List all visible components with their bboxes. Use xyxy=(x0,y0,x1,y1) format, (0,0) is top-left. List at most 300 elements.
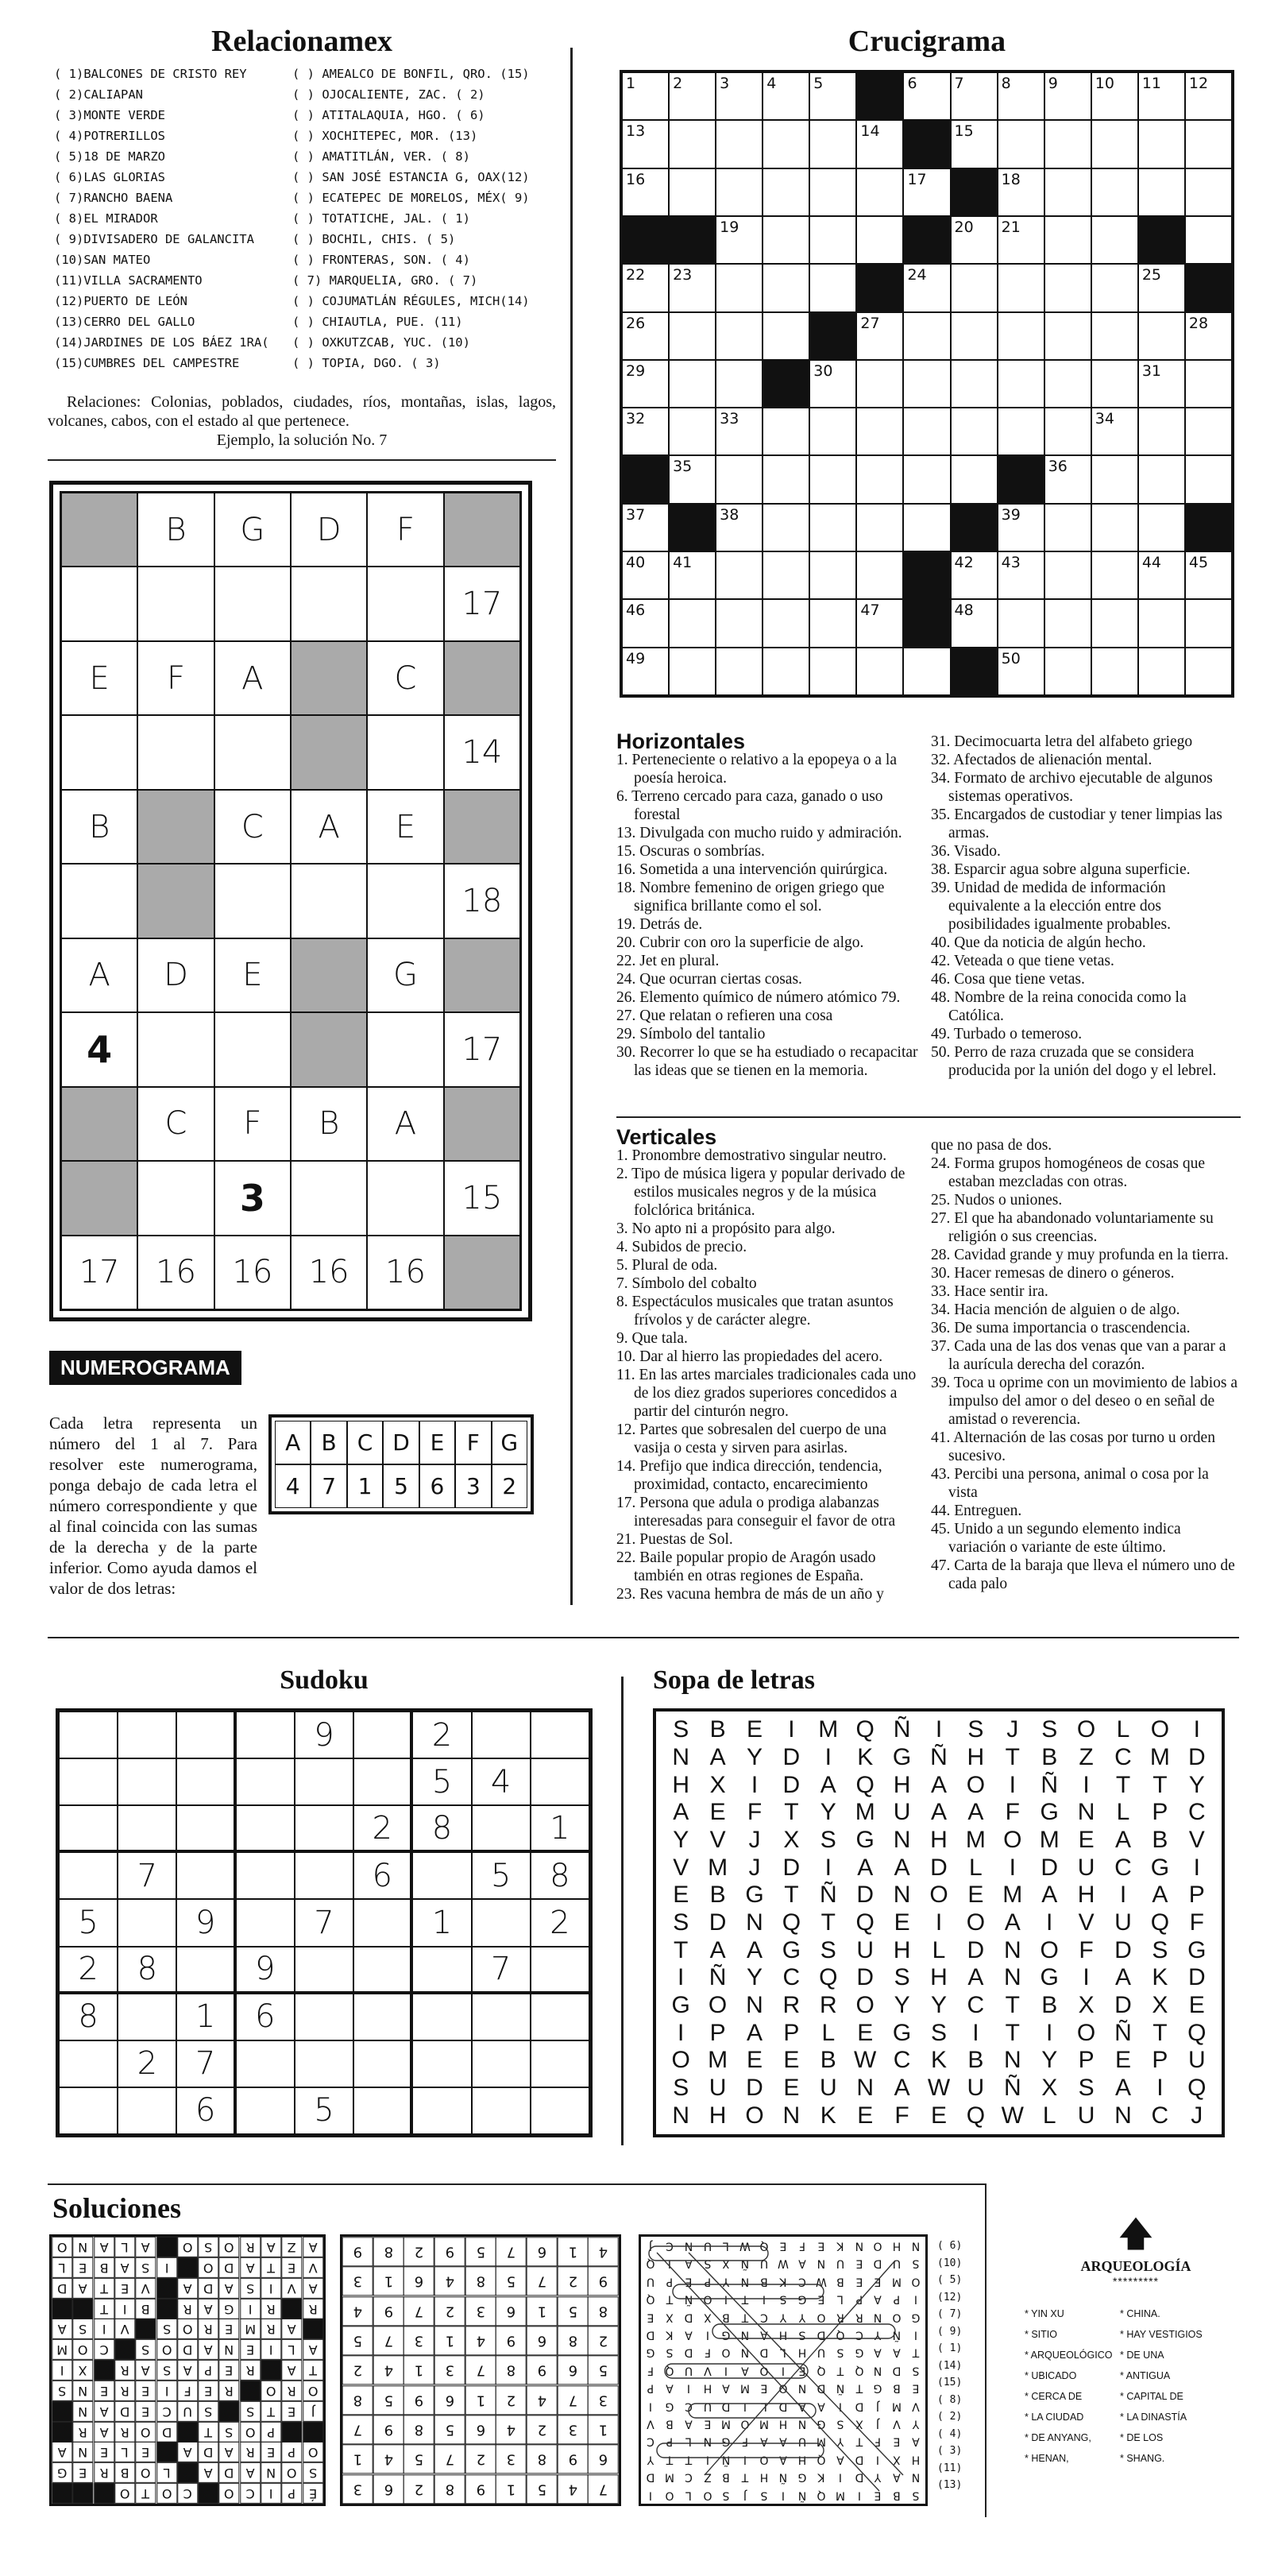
sudoku-cell: 5 xyxy=(412,1758,471,1805)
crucigrama-solucion-cell: V xyxy=(114,2319,135,2339)
divider xyxy=(48,459,556,461)
sopa-solucion-letter: Y xyxy=(836,2435,844,2448)
crucigrama-solucion-cell: I xyxy=(240,2299,261,2319)
sopa-solucion-letter: G xyxy=(911,2310,921,2323)
sopa-letter: I xyxy=(1083,1964,1090,1991)
sopa-solucion-letter: Ñ xyxy=(722,2453,731,2466)
arqueologia-title: ARQUEOLOGÍA xyxy=(1080,2258,1191,2274)
crucigrama-solucion-cell: A xyxy=(72,2278,93,2299)
crucigrama-cell xyxy=(1044,168,1091,216)
sopa-solucion-letter: N xyxy=(741,2328,750,2342)
sopa-letter: O xyxy=(708,1991,728,2018)
sopa-solucion-letter: A xyxy=(779,2435,787,2448)
crucigrama-solucion-cell: O xyxy=(156,2339,177,2360)
numerograma-cell: 17 xyxy=(444,567,520,640)
sopa-letter: I xyxy=(1193,1716,1200,1743)
sopa-letter: V xyxy=(1188,1826,1205,1853)
sopa-letter: N xyxy=(1003,1936,1021,1963)
sopa-solucion-letter: D xyxy=(684,2310,693,2323)
crucigrama-solucion-cell xyxy=(72,2299,93,2319)
sopa-letter: Q xyxy=(819,1964,838,1991)
crucigrama-cell xyxy=(903,264,950,311)
sudoku-cell: 2 xyxy=(412,1712,471,1758)
clue: 39. Unidad de medida de información equivalente a la elección entre dos posibilidades igualmente probables. xyxy=(931,880,1171,933)
sopa-solucion-letter: S xyxy=(836,2346,844,2359)
clue: 12. Partes que sobresalen del cuerpo de una vasija o cesta y sirven para asirlas. xyxy=(616,1421,887,1456)
sudoku-cell xyxy=(531,1994,589,2040)
crucigrama-cell xyxy=(716,455,763,503)
crucigrama-cell xyxy=(856,360,903,408)
sopa-letter: E xyxy=(857,2102,874,2129)
crucigrama-number: 12 xyxy=(1188,75,1209,92)
sopa-solucion-letter: I xyxy=(648,2399,652,2412)
sopa-letter: G xyxy=(1187,1936,1207,1963)
sopa-solucion-letter: O xyxy=(759,2364,769,2377)
relacionamex-place: ( 8)EL MIRADOR xyxy=(54,211,158,226)
crucigrama-number: 10 xyxy=(1095,75,1114,92)
crucigrama-solucion-cell: V xyxy=(303,2257,323,2278)
sudoku-cell xyxy=(236,2040,295,2087)
sopa-solucion-letter: C xyxy=(760,2310,769,2323)
crucigrama-cell xyxy=(1091,264,1138,311)
sudoku-solucion-cell: 2 xyxy=(403,2237,434,2266)
sopa-letter: D xyxy=(930,1854,948,1881)
sopa-solucion-letter: T xyxy=(685,2453,692,2466)
crucigrama-solucion-cell: L xyxy=(156,2462,177,2483)
sopa-solucion-letter: N xyxy=(703,2435,712,2448)
crucigrama-number: 20 xyxy=(954,218,974,236)
sopa-solucion-letter: N xyxy=(911,2470,921,2484)
sopa-solucion-letter: D xyxy=(778,2399,788,2412)
sopa-letter: U xyxy=(1114,1909,1132,1936)
sopa-solucion-letter: C xyxy=(797,2275,806,2288)
crucigrama-cell xyxy=(622,168,669,216)
clue: 41. Alternación de las cosas por turno u orden sucesivo. xyxy=(931,1429,1215,1464)
sopa-solucion-letter: N xyxy=(855,2239,863,2253)
sopa-solucion-letter: C xyxy=(684,2399,693,2412)
crucigrama-solucion-cell: L xyxy=(114,2442,135,2462)
numerograma-key-letter: G xyxy=(492,1421,527,1464)
clue: 3. No apto ni a propósito para algo. xyxy=(616,1220,836,1237)
sopa-letter: S xyxy=(673,1909,689,1936)
crucigrama-cell xyxy=(951,312,998,360)
relacionamex-row xyxy=(54,105,531,126)
crucigrama-cell xyxy=(951,648,998,695)
sopa-solucion-letter: T xyxy=(855,2381,863,2395)
sopa-letter: Q xyxy=(782,1909,801,1936)
numerograma-cell: B xyxy=(61,790,137,864)
numerograma-cell xyxy=(291,938,367,1012)
sopa-letter: E xyxy=(1188,1991,1205,2018)
sopa-letter: I xyxy=(1009,1854,1016,1881)
sudoku-cell xyxy=(531,2040,589,2087)
numerograma-key-letter: E xyxy=(419,1421,455,1464)
sopa-letter: O xyxy=(671,2047,690,2074)
relacionamex-place: ( 5)18 DE MARZO xyxy=(54,149,165,164)
numerograma-cell: D xyxy=(291,493,367,567)
sopa-solucion-letter: I xyxy=(876,2453,880,2466)
sopa-letter: F xyxy=(1079,1936,1094,1963)
sopa-letter: D xyxy=(856,1882,875,1909)
sudoku-solucion-cell: 4 xyxy=(465,2326,496,2355)
sopa-solucion-letter: P xyxy=(647,2381,654,2395)
arqueologia-item: * SHANG. xyxy=(1120,2453,1165,2464)
numerograma-key-letter: D xyxy=(383,1421,419,1464)
crucigrama-solucion-cell: A xyxy=(218,2442,239,2462)
sopa-letter: S xyxy=(820,1826,836,1853)
sudoku-cell: 6 xyxy=(176,2087,235,2134)
sopa-solucion-letter: A xyxy=(817,2399,825,2412)
relacionamex-place: (15)CUMBRES DEL CAMPESTRE xyxy=(54,356,240,370)
sudoku-solucion-cell: 4 xyxy=(558,2474,589,2504)
sopa-letter: J xyxy=(748,1826,761,1853)
clue: 7. Símbolo del cobalto xyxy=(616,1275,757,1292)
sopa-solucion-letter: I xyxy=(914,2292,918,2306)
sudoku-cell xyxy=(118,1758,176,1805)
clue: 13. Divulgada con mucho ruido y admiración. xyxy=(616,825,902,841)
sopa-letter: Ñ xyxy=(1041,1771,1059,1798)
crucigrama-solucion-cell: I xyxy=(156,2381,177,2401)
relacionamex-state: ( ) OJOCALIENTE, ZAC. ( 2) xyxy=(292,87,485,102)
sudoku-cell xyxy=(59,1852,118,1899)
crucigrama-solucion-cell: C xyxy=(177,2483,198,2504)
clue: 11. En las artes marciales tradicionales cada uno de los diez grados superiores concedidos a partir del cinturón negro. xyxy=(616,1367,917,1420)
sopa-letter: W xyxy=(927,2074,951,2101)
crucigrama-cell xyxy=(716,648,763,695)
relacionamex-note xyxy=(48,393,556,450)
sudoku-solucion-cell: 9 xyxy=(342,2237,373,2266)
crucigrama-solucion-cell xyxy=(177,2422,198,2443)
sopa-letter: C xyxy=(1114,1854,1132,1881)
crucigrama-cell xyxy=(1138,120,1185,168)
sopa-solucion-letter: G xyxy=(721,2328,731,2342)
crucigrama-cell xyxy=(951,264,998,311)
sopa-letter: G xyxy=(892,1743,912,1770)
crucigrama-solucion-cell: E xyxy=(281,2401,302,2422)
crucigrama-solucion-cell: R xyxy=(303,2299,323,2319)
sopa-solucion-letter: X xyxy=(666,2310,674,2323)
arqueologia-item: * LA CIUDAD xyxy=(1025,2412,1084,2423)
clue: 47. Carta de la baraja que lleva el número uno de cada palo xyxy=(931,1557,1235,1592)
sopa-solucion-letter: M xyxy=(664,2470,674,2484)
sopa-letter: Y xyxy=(894,1991,910,2018)
sopa-letter: T xyxy=(674,1936,689,1963)
relacionamex-state: ( ) ATITALAQUIA, HGO. ( 6) xyxy=(292,108,485,122)
crucigrama-cell xyxy=(669,216,716,264)
sudoku-solucion-cell: 9 xyxy=(527,2355,558,2385)
relacionamex-place: (12)PUERTO DE LEÓN xyxy=(54,294,187,308)
sopa-solucion-letter: G xyxy=(817,2417,826,2431)
relacionamex-table xyxy=(54,64,531,373)
crucigrama-solucion-cell xyxy=(156,2299,177,2319)
crucigrama-cell xyxy=(998,551,1044,599)
crucigrama-cell xyxy=(669,504,716,551)
sopa-letter: E xyxy=(1114,2047,1131,2074)
crucigrama-solucion-cell: S xyxy=(198,2401,218,2422)
sudoku-cell xyxy=(472,2040,531,2087)
crucigrama-solucion-cell: P xyxy=(198,2360,218,2381)
sopa-letter: M xyxy=(708,2047,728,2074)
crucigrama-cell xyxy=(1138,312,1185,360)
relacionamex-place: ( 7)RANCHO BAENA xyxy=(54,191,173,205)
numerograma-cell: A xyxy=(367,1087,443,1161)
crucigrama-cell xyxy=(903,312,950,360)
sopa-solucion-number: ( 4) xyxy=(937,2427,963,2440)
sudoku-solucion-cell: 8 xyxy=(527,2444,558,2474)
crucigrama-solucion-cell: I xyxy=(94,2319,114,2339)
sopa-solucion-letter: O xyxy=(759,2453,769,2466)
crucigrama-cell xyxy=(763,648,809,695)
sopa-letter: N xyxy=(782,2102,801,2129)
sudoku-solucion-cell: 4 xyxy=(434,2266,465,2296)
clue: 27. Que relatan o refieren una cosa xyxy=(616,1008,833,1024)
crucigrama-cell xyxy=(763,168,809,216)
numerograma-cell: 15 xyxy=(444,1161,520,1235)
crucigrama-solucion-cell: A xyxy=(177,2360,198,2381)
numerograma-cell xyxy=(367,715,443,789)
sopa-letter: I xyxy=(935,1716,943,1743)
sopa-letter: A xyxy=(746,2019,763,2046)
numerograma-cell xyxy=(291,567,367,640)
crucigrama-solucion-cell: E xyxy=(72,2462,93,2483)
crucigrama-number: 48 xyxy=(954,601,974,620)
sopa-solucion-number: ( 9) xyxy=(937,2325,963,2338)
sudoku-solucion-cell: 5 xyxy=(373,2385,404,2415)
crucigrama-solucion-cell: O xyxy=(52,2237,72,2257)
crucigrama-cell xyxy=(998,360,1044,408)
sopa-solucion-letter: D xyxy=(817,2328,826,2342)
crucigrama-solucion-cell: T xyxy=(261,2401,281,2422)
sopa-letter: M xyxy=(855,1799,875,1826)
numerograma-cell xyxy=(214,864,291,938)
sudoku-cell: 7 xyxy=(472,1947,531,1994)
sopa-solucion-letter: I xyxy=(686,2381,690,2395)
sopa-solucion-letter: A xyxy=(760,2328,768,2342)
crucigrama-solucion-cell: V xyxy=(135,2278,156,2299)
crucigrama-cell xyxy=(951,360,998,408)
relacionamex-place: (13)CERRO DEL GALLO xyxy=(54,315,195,329)
sopa-letter: X xyxy=(1041,2074,1058,2101)
sudoku-solucion-cell: 7 xyxy=(373,2326,404,2355)
sopa-letter: H xyxy=(893,1771,911,1798)
crucigrama-cell xyxy=(763,360,809,408)
crucigrama-cell xyxy=(763,408,809,455)
numerograma-cell: G xyxy=(214,493,291,567)
sopa-solucion-letter: L xyxy=(780,2346,786,2359)
sudoku-solucion-cell: 1 xyxy=(465,2385,496,2415)
crucigrama-solucion-cell: T xyxy=(94,2278,114,2299)
crucigrama-cell xyxy=(716,312,763,360)
crucigrama-cell xyxy=(903,216,950,264)
sudoku-solucion-cell: 5 xyxy=(558,2296,589,2326)
sudoku-cell: 8 xyxy=(531,1852,589,1899)
sopa-solucion-letter: I xyxy=(724,2364,728,2377)
sudoku-solucion-cell: 8 xyxy=(342,2385,373,2415)
crucigrama-cell xyxy=(1138,599,1185,647)
sopa-letter: A xyxy=(894,1854,910,1881)
relacionamex-place: (11)VILLA SACRAMENTO xyxy=(54,273,203,288)
sopa-solucion-letter: B xyxy=(722,2310,731,2323)
sudoku-solucion-cell: 6 xyxy=(588,2444,619,2474)
crucigrama-cell xyxy=(1138,551,1185,599)
sudoku-solucion-cell: 1 xyxy=(434,2326,465,2355)
crucigrama-number: 25 xyxy=(1141,266,1162,284)
sopa-letter: E xyxy=(894,1909,910,1936)
sopa-solucion-letter: L xyxy=(685,2435,692,2448)
sopa-solucion-letter: B xyxy=(722,2470,731,2484)
sudoku-cell xyxy=(295,1947,353,1994)
sopa-solucion-letter: A xyxy=(760,2435,768,2448)
sopa-letter: I xyxy=(824,1743,832,1770)
sopa-letter: A xyxy=(930,1771,947,1798)
crucigrama-number: 40 xyxy=(626,554,646,572)
sopa-letter: D xyxy=(708,1909,727,1936)
crucigrama-solucion-cell xyxy=(135,2319,156,2339)
crucigrama-solucion-cell: G xyxy=(218,2299,239,2319)
crucigrama-number: 32 xyxy=(626,410,646,428)
crucigrama-solucion-cell xyxy=(52,2401,72,2422)
sudoku-cell xyxy=(176,1852,235,1899)
sudoku-cell xyxy=(295,1805,353,1852)
sudoku-cell: 8 xyxy=(118,1947,176,1994)
arqueologia-item: * DE ANYANG, xyxy=(1025,2432,1091,2443)
sopa-letter: Y xyxy=(746,1964,763,1991)
sudoku-solucion-cell: 9 xyxy=(558,2444,589,2474)
sopa-solucion-letter: I xyxy=(838,2470,842,2484)
sopa-solucion-letter: D xyxy=(684,2346,693,2359)
sopa-solucion-letter: M xyxy=(740,2381,751,2395)
numerograma-cell xyxy=(367,1161,443,1235)
sopa-letter: H xyxy=(930,1826,948,1853)
clue: 32. Afectados de alienación mental. xyxy=(931,752,1153,768)
crucigrama-number: 11 xyxy=(1141,75,1162,92)
sopa-letter: M xyxy=(1039,1826,1060,1853)
crucigrama-cell xyxy=(903,168,950,216)
numerograma-cell xyxy=(291,715,367,789)
sopa-letter: D xyxy=(967,1936,985,1963)
crucigrama-cell xyxy=(1185,312,1232,360)
sudoku-solucion-cell: 8 xyxy=(373,2237,404,2266)
numerograma-cell: C xyxy=(214,790,291,864)
crucigrama-cell xyxy=(716,168,763,216)
crucigrama-number: 23 xyxy=(673,266,693,284)
sudoku-cell xyxy=(295,1758,353,1805)
relacionamex-note-text: Relaciones: Colonias, poblados, ciudades, ríos, montañas, islas, lagos, volcanes, cabos, con el estado al que pertenece. xyxy=(48,393,556,430)
sopa-letter: B xyxy=(1152,1826,1168,1853)
sudoku-solucion-cell: 6 xyxy=(373,2474,404,2504)
crucigrama-cell xyxy=(856,264,903,311)
sopa-solucion-letter: B xyxy=(665,2417,674,2431)
numerograma-cell xyxy=(444,493,520,567)
sopa-solucion-letter: E xyxy=(817,2292,825,2306)
crucigrama-solucion-cell: P xyxy=(261,2422,281,2443)
crucigrama-solucion-cell: I xyxy=(261,2278,281,2299)
sopa-letter: E xyxy=(930,2102,947,2129)
sudoku-cell xyxy=(236,1712,295,1758)
crucigrama-solucion-cell: S xyxy=(135,2339,156,2360)
crucigrama-solucion-cell: N xyxy=(72,2237,93,2257)
crucigrama-number: 19 xyxy=(720,218,739,236)
sudoku-cell xyxy=(59,2087,118,2134)
sopa-letter: D xyxy=(1114,1936,1132,1963)
crucigrama-solucion-cell: D xyxy=(198,2442,218,2462)
sopa-letter: I xyxy=(1156,2074,1164,2101)
sopa-solucion-letter: K xyxy=(779,2275,787,2288)
sopa-solucion-letter: Y xyxy=(798,2310,806,2323)
numerograma-cell: 17 xyxy=(444,1012,520,1086)
numerograma-cell: B xyxy=(291,1087,367,1161)
crucigrama-cell xyxy=(763,72,809,120)
horizontales-title: Horizontales xyxy=(616,729,746,753)
sudoku-cell: 7 xyxy=(118,1852,176,1899)
sopa-letter: Q xyxy=(855,1909,875,1936)
crucigrama-solucion-cell: A xyxy=(177,2278,198,2299)
numerograma-cell: F xyxy=(367,493,443,567)
sudoku-solucion-cell: 3 xyxy=(588,2385,619,2415)
sopa-solucion-number: ( 8) xyxy=(937,2393,963,2406)
arqueologia-item: * DE LOS xyxy=(1120,2432,1164,2443)
sopa-letter: Q xyxy=(1150,1909,1170,1936)
sudoku-cell: 7 xyxy=(176,2040,235,2087)
sudoku-solucion-cell: 7 xyxy=(465,2355,496,2385)
sopa-letter: R xyxy=(782,1991,801,2018)
sudoku-solucion-cell: 6 xyxy=(527,2326,558,2355)
numerograma-cell: C xyxy=(367,641,443,715)
sopa-solucion-letter: E xyxy=(874,2488,882,2501)
sudoku-cell xyxy=(236,1805,295,1852)
sopa-letter: L xyxy=(1042,2102,1056,2129)
sudoku-solucion-cell: 2 xyxy=(434,2296,465,2326)
sudoku-solucion-cell: 1 xyxy=(342,2444,373,2474)
sopa-letter: J xyxy=(1191,2102,1203,2129)
relacionamex-place: ( 4)POTRERILLOS xyxy=(54,129,165,143)
sopa-solucion-letter: E xyxy=(760,2381,768,2395)
numerograma-grid xyxy=(49,481,532,1321)
crucigrama-cell xyxy=(622,264,669,311)
crucigrama-cell xyxy=(809,264,856,311)
crucigrama-number: 46 xyxy=(626,601,646,620)
crucigrama-solucion-cell: A xyxy=(135,2360,156,2381)
sopa-solucion-number: (11) xyxy=(937,2462,963,2474)
crucigrama-solucion-cell: A xyxy=(303,2237,323,2257)
sudoku-solucion-cell: 9 xyxy=(465,2474,496,2504)
sopa-letter: Ñ xyxy=(893,1716,911,1743)
sopa-solucion-letter: N xyxy=(684,2239,693,2253)
sopa-letter: F xyxy=(894,2102,909,2129)
crucigrama-solucion-cell xyxy=(156,2237,177,2257)
sopa-solucion-letter: N xyxy=(874,2310,882,2323)
numerograma-cell: A xyxy=(214,641,291,715)
crucigrama-solucion-cell xyxy=(94,2360,114,2381)
sudoku-solucion-cell: 7 xyxy=(558,2385,589,2415)
crucigrama-solucion-cell: N xyxy=(72,2442,93,2462)
sopa-solucion-letter: I xyxy=(705,2453,709,2466)
crucigrama-cell xyxy=(1091,312,1138,360)
sopa-solucion-letter: M xyxy=(892,2399,902,2412)
numerograma-text: Cada letra representa un número del 1 al 7. Para resolver este numerograma, ponga debajo de cada letra el número correspondiente y que al final coincida con las sumas de la derecha y de la parte inferior. Como ayuda damos el valor de dos letras: xyxy=(49,1414,257,1598)
crucigrama-solucion-cell xyxy=(52,2299,72,2319)
crucigrama-cell xyxy=(716,72,763,120)
numerograma-key-value: 1 xyxy=(347,1464,383,1508)
numerograma-cell xyxy=(291,1161,367,1235)
sopa-letter: H xyxy=(1077,1882,1095,1909)
arqueologia-item: * CERCA DE xyxy=(1025,2391,1083,2402)
sopa-solucion-letter: M xyxy=(835,2488,845,2501)
crucigrama-cell xyxy=(1185,120,1232,168)
sopa-solucion-letter: H xyxy=(797,2346,807,2359)
sopa-solucion-letter: S xyxy=(912,2257,920,2270)
sopa-letter: A xyxy=(967,1799,984,1826)
